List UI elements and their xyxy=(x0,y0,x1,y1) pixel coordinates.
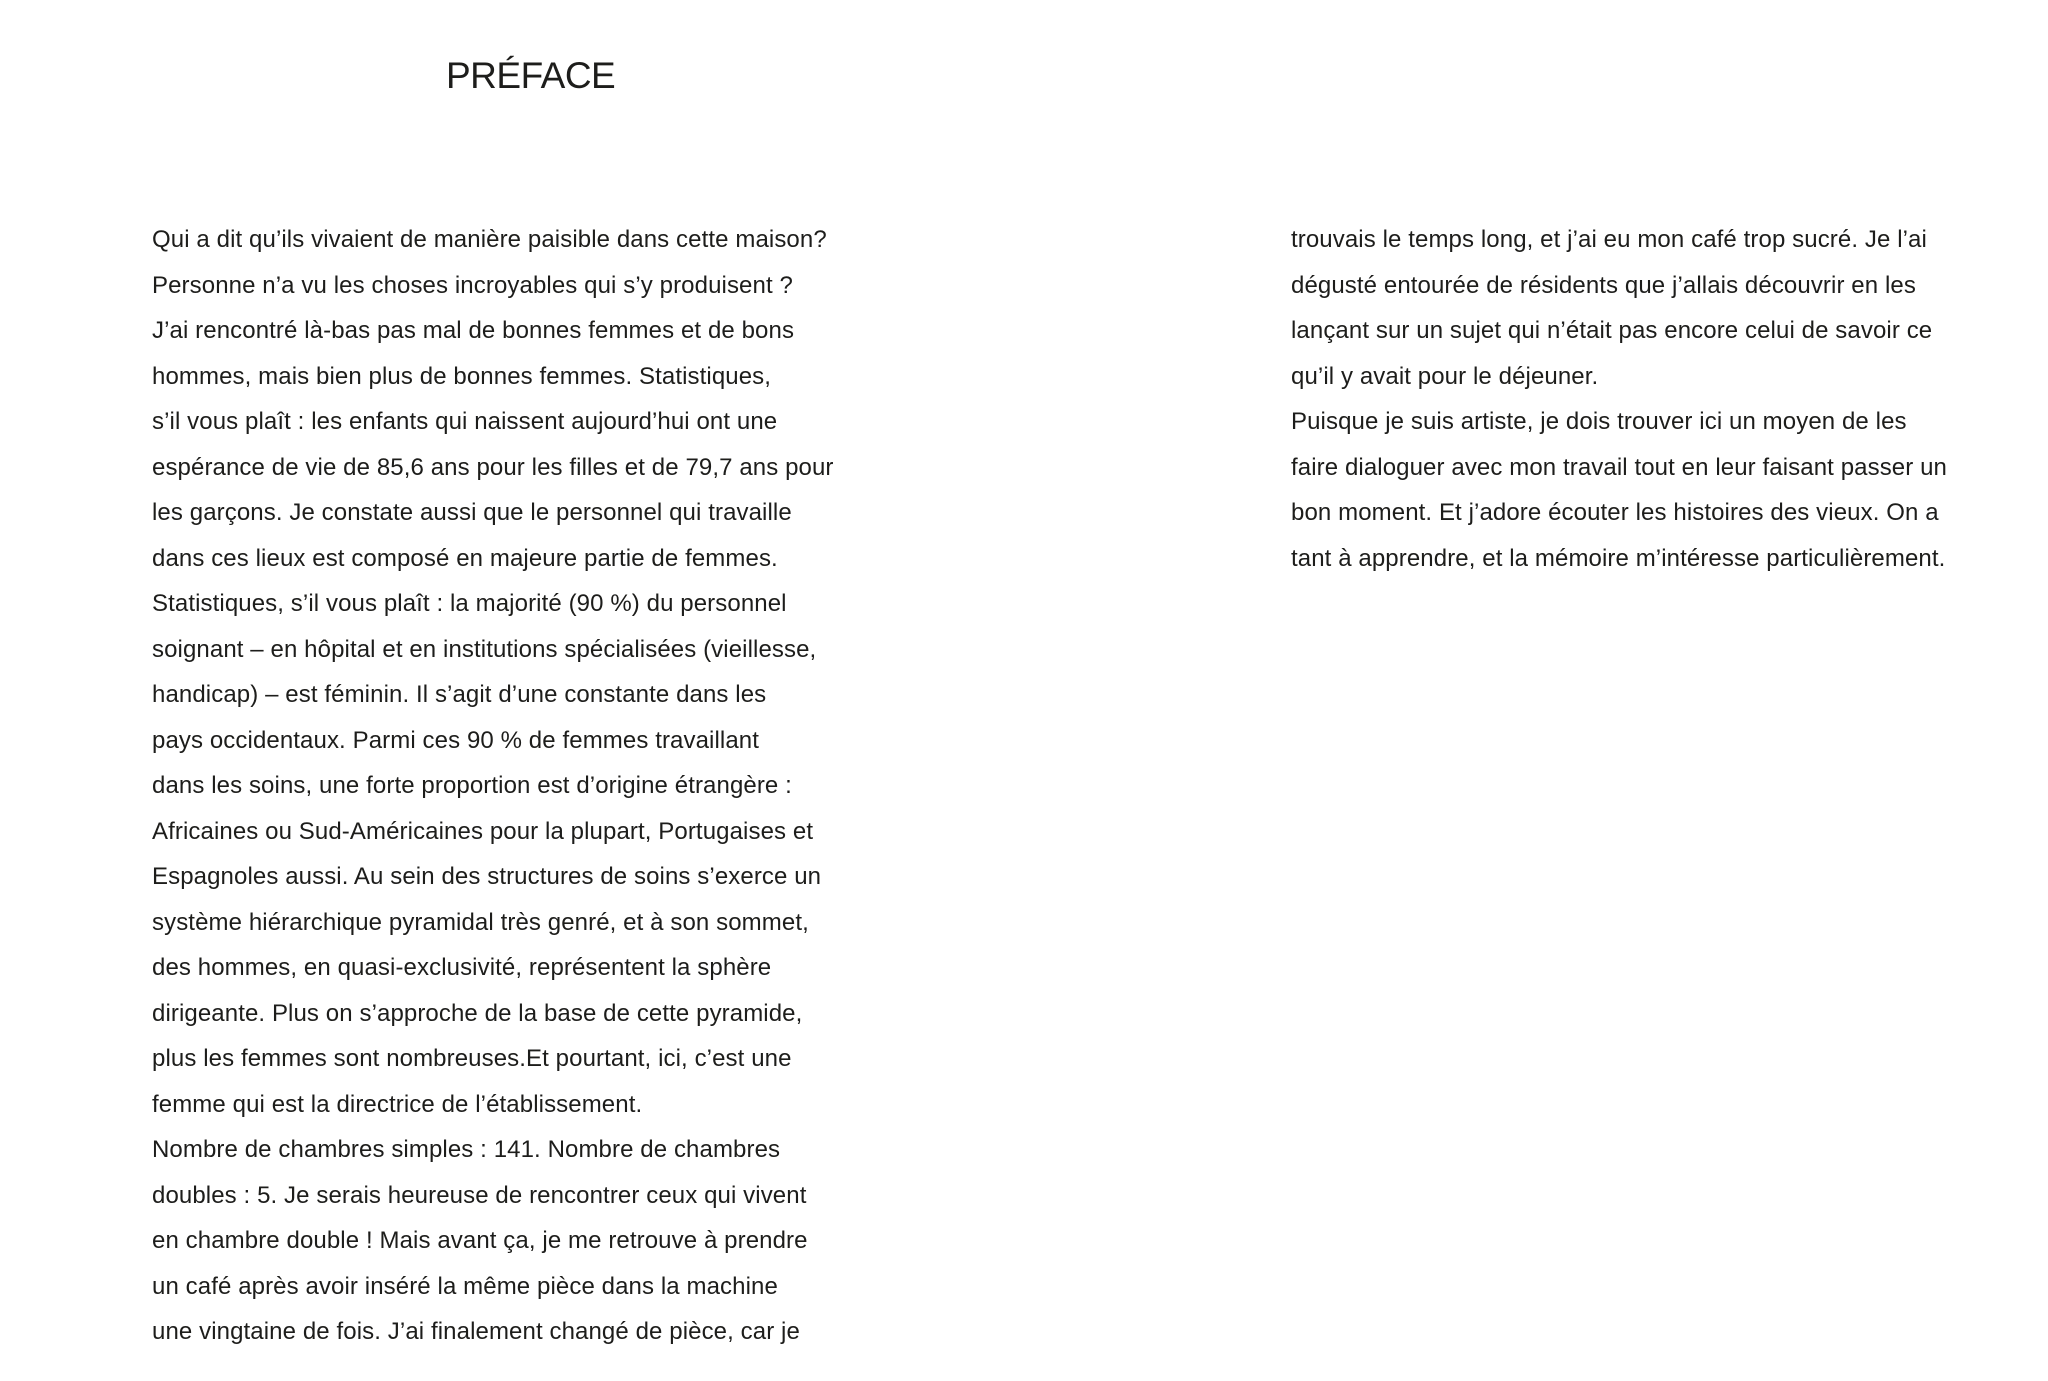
text-line: hommes, mais bien plus de bonnes femmes. Statistiques, xyxy=(152,362,772,390)
text-line: trouvais le temps long, et j’ai eu mon café trop sucré. Je l’ai xyxy=(1291,226,1927,253)
left-text-column xyxy=(152,217,834,1355)
text-line: lançant sur un sujet qui n’était pas encore celui de savoir ce xyxy=(1291,317,1933,344)
text-line: des hommes, en quasi-exclusivité, représentent la sphère xyxy=(152,954,772,981)
right-page xyxy=(1024,0,2048,1381)
text-line: système hiérarchique pyramidal très genré, et à son sommet, xyxy=(152,908,809,936)
text-line: un café après avoir inséré la même pièce dans la machine xyxy=(152,1272,778,1300)
text-line: dans ces lieux est composé en majeure partie de femmes. xyxy=(152,544,778,572)
text-line: handicap) – est féminin. Il s’agit d’une constante dans les xyxy=(152,681,767,708)
text-line: espérance de vie de 85,6 ans pour les filles et de 79,7 ans pour xyxy=(152,453,834,481)
text-line: Personne n’a vu les choses incroyables qui s’y produisent ? xyxy=(152,271,793,299)
text-line: pays occidentaux. Parmi ces 90 % de femmes travaillant xyxy=(152,726,760,754)
text-line: tant à apprendre, et la mémoire m’intéresse particulièrement. xyxy=(1291,544,1946,572)
text-line: en chambre double ! Mais avant ça, je me retrouve à prendre xyxy=(152,1227,808,1254)
page-title: PRÉFACE xyxy=(446,55,616,96)
right-text-column xyxy=(1291,217,1947,581)
text-line: Nombre de chambres simples : 141. Nombre de chambres xyxy=(152,1136,781,1163)
text-line: qu’il y avait pour le déjeuner. xyxy=(1291,362,1599,390)
text-line: femme qui est la directrice de l’établissement. xyxy=(152,1090,643,1118)
text-line: s’il vous plaît : les enfants qui naissent aujourd’hui ont une xyxy=(152,408,778,435)
text-line: Puisque je suis artiste, je dois trouver ici un moyen de les xyxy=(1291,408,1907,435)
text-line: les garçons. Je constate aussi que le personnel qui travaille xyxy=(152,499,792,526)
text-line: une vingtaine de fois. J’ai finalement changé de pièce, car je xyxy=(152,1318,800,1345)
text-line: dans les soins, une forte proportion est d’origine étrangère : xyxy=(152,772,792,799)
text-line: dirigeante. Plus on s’approche de la base de cette pyramide, xyxy=(152,999,803,1027)
text-line: soignant – en hôpital et en institutions spécialisées (vieillesse, xyxy=(152,635,817,663)
text-line: plus les femmes sont nombreuses.Et pourtant, ici, c’est une xyxy=(152,1045,792,1072)
text-line: Statistiques, s’il vous plaît : la majorité (90 %) du personnel xyxy=(152,590,787,617)
text-line: J’ai rencontré là-bas pas mal de bonnes femmes et de bons xyxy=(152,317,795,344)
text-line: faire dialoguer avec mon travail tout en leur faisant passer un xyxy=(1291,453,1947,481)
text-line: Africaines ou Sud-Américaines pour la plupart, Portugaises et xyxy=(152,817,814,845)
text-line: dégusté entourée de résidents que j’allais découvrir en les xyxy=(1291,271,1916,299)
text-line: Qui a dit qu’ils vivaient de manière paisible dans cette maison? xyxy=(152,226,827,253)
text-line: Espagnoles aussi. Au sein des structures de soins s’exerce un xyxy=(152,863,822,890)
text-line: doubles : 5. Je serais heureuse de rencontrer ceux qui vivent xyxy=(152,1181,807,1209)
text-line: bon moment. Et j’adore écouter les histoires des vieux. On a xyxy=(1291,499,1939,526)
